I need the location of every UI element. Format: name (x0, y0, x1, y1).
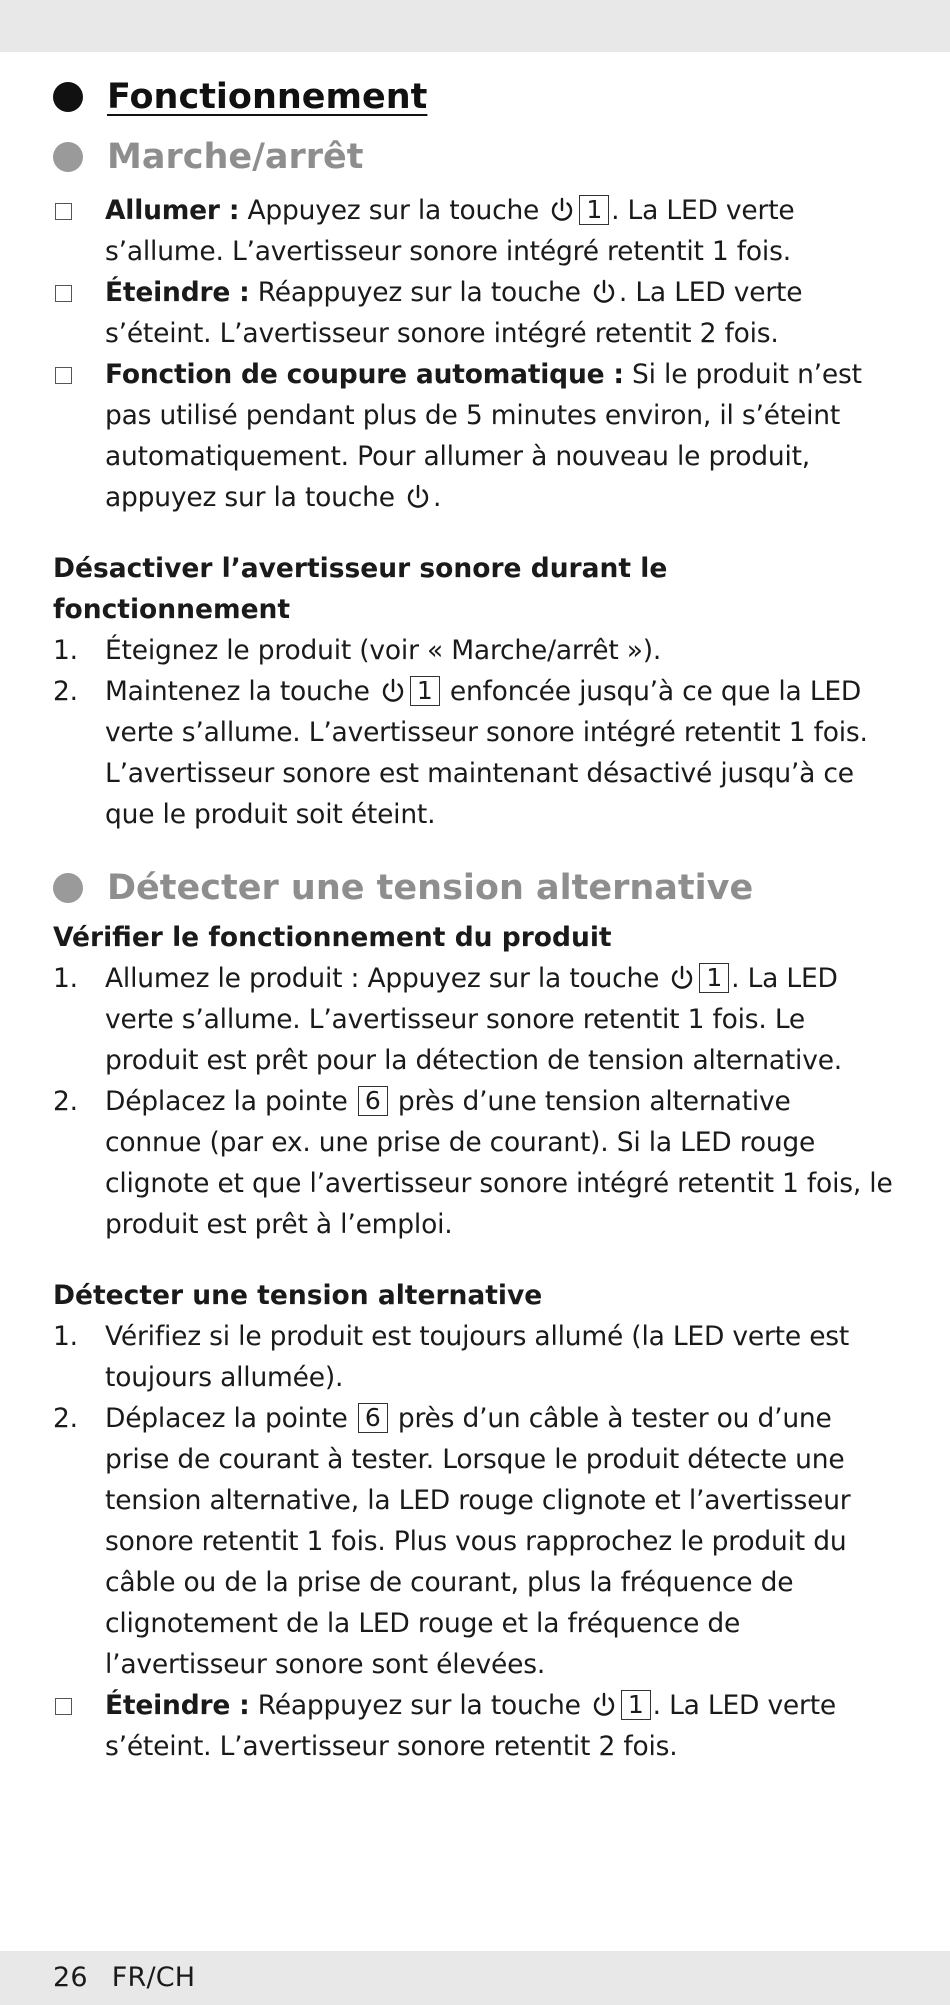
bullet-dot-icon (53, 142, 83, 172)
step-text: enfoncée jusqu’à ce que la LED verte s’allume. L’avertisseur sonore intégré retentit 1 fois. L’avertisseur sonore est maintenant désactivé jusqu’à ce que le produit soit éteint. (105, 676, 868, 830)
item-label: Éteindre : (105, 277, 250, 308)
step-item (53, 1316, 893, 1398)
power-button-icon (591, 278, 617, 306)
checkbox-bullet-icon (55, 203, 72, 220)
list-item-coupure-auto (53, 354, 893, 518)
list-item-allumer (53, 190, 893, 272)
step-number: 1. (53, 1321, 78, 1352)
step-item (53, 1398, 893, 1685)
reference-number: 1 (410, 676, 440, 706)
section-heading-marche-arret (53, 130, 893, 184)
item-text: Réappuyez sur la touche (249, 1690, 589, 1721)
step-item (53, 671, 893, 835)
item-text: Si le produit n’est pas utilisé pendant plus de 5 minutes environ, il s’éteint automatiquement. Pour allumer à nouveau le produit, appuyez sur la touche (105, 359, 862, 513)
item-text: . (433, 482, 442, 513)
section-title: Fonctionnement (107, 77, 428, 117)
step-item (53, 1081, 893, 1245)
step-text: Déplacez la pointe (105, 1403, 356, 1434)
item-text: . La LED verte s’éteint. L’avertisseur sonore retentit 2 fois. (105, 1690, 837, 1762)
list-item-eteindre (53, 272, 893, 354)
item-text: Appuyez sur la touche (239, 195, 548, 226)
step-number: 2. (53, 1086, 78, 1117)
language-code: FR/CH (111, 1962, 196, 1993)
subheading-disable-buzzer: Désactiver l’avertisseur sonore durant le fonctionnement (53, 553, 668, 625)
page-number: 26 (53, 1962, 88, 1993)
step-text: près d’une tension alternative connue (par ex. une prise de courant). Si la LED rouge clignote et que l’avertisseur sonore intégré retentit 1 fois, le produit est prêt à l’emploi. (105, 1086, 893, 1240)
checkbox-bullet-icon (55, 285, 72, 302)
top-band (0, 0, 950, 52)
item-text: . La LED verte s’allume. L’avertisseur sonore intégré retentit 1 fois. (105, 195, 795, 267)
step-text: Vérifiez si le produit est toujours allumé (la LED verte est toujours allumée). (105, 1321, 850, 1393)
item-text: Réappuyez sur la touche (249, 277, 589, 308)
subheading-verify: Vérifier le fonctionnement du produit (53, 922, 612, 953)
subheading-detect: Détecter une tension alternative (53, 1280, 543, 1311)
item-label: Fonction de coupure automatique : (105, 359, 624, 390)
power-button-icon (669, 964, 695, 992)
section-heading-fonctionnement (53, 70, 893, 124)
section-title: Détecter une tension alternative (107, 868, 754, 908)
power-button-icon (405, 483, 431, 511)
checkbox-bullet-icon (55, 1698, 72, 1715)
step-text: . La LED verte s’allume. L’avertisseur sonore retentit 1 fois. Le produit est prêt pour la détection de tension alternative. (105, 963, 843, 1076)
step-text: près d’un câble à tester ou d’une prise de courant à tester. Lorsque le produit détecte une tension alternative, la LED rouge clignote et l’avertisseur sonore retentit 1 fois. Plus vous rapprochez le produit du câble ou de la prise de courant, plus la fréquence de clignotement de la LED rouge et la fréquence de l’avertisseur sonore sont élevées. (105, 1403, 851, 1680)
page-content (53, 64, 893, 1767)
item-label: Allumer : (105, 195, 240, 226)
reference-number: 1 (699, 963, 729, 993)
checkbox-bullet-icon (55, 367, 72, 384)
bullet-dot-icon (53, 82, 83, 112)
step-item (53, 958, 893, 1081)
page-footer (53, 1962, 195, 1993)
step-item (53, 630, 893, 671)
reference-number: 6 (358, 1086, 388, 1116)
step-text: Éteignez le produit (voir « Marche/arrêt »). (105, 635, 662, 666)
step-number: 1. (53, 635, 78, 666)
step-number: 2. (53, 676, 78, 707)
section-title: Marche/arrêt (107, 137, 364, 177)
section-heading-detect (53, 861, 893, 915)
power-button-icon (549, 196, 575, 224)
step-text: Allumez le produit : Appuyez sur la touche (105, 963, 668, 994)
reference-number: 1 (579, 195, 609, 225)
power-button-icon (591, 1691, 617, 1719)
reference-number: 1 (621, 1690, 651, 1720)
step-number: 1. (53, 963, 78, 994)
power-button-icon (380, 677, 406, 705)
bullet-dot-icon (53, 873, 83, 903)
step-number: 2. (53, 1403, 78, 1434)
reference-number: 6 (358, 1403, 388, 1433)
step-text: Déplacez la pointe (105, 1086, 356, 1117)
list-item-eteindre-2 (53, 1685, 893, 1767)
item-label: Éteindre : (105, 1690, 250, 1721)
item-text: . La LED verte s’éteint. L’avertisseur sonore intégré retentit 2 fois. (105, 277, 803, 349)
step-text: Maintenez la touche (105, 676, 378, 707)
